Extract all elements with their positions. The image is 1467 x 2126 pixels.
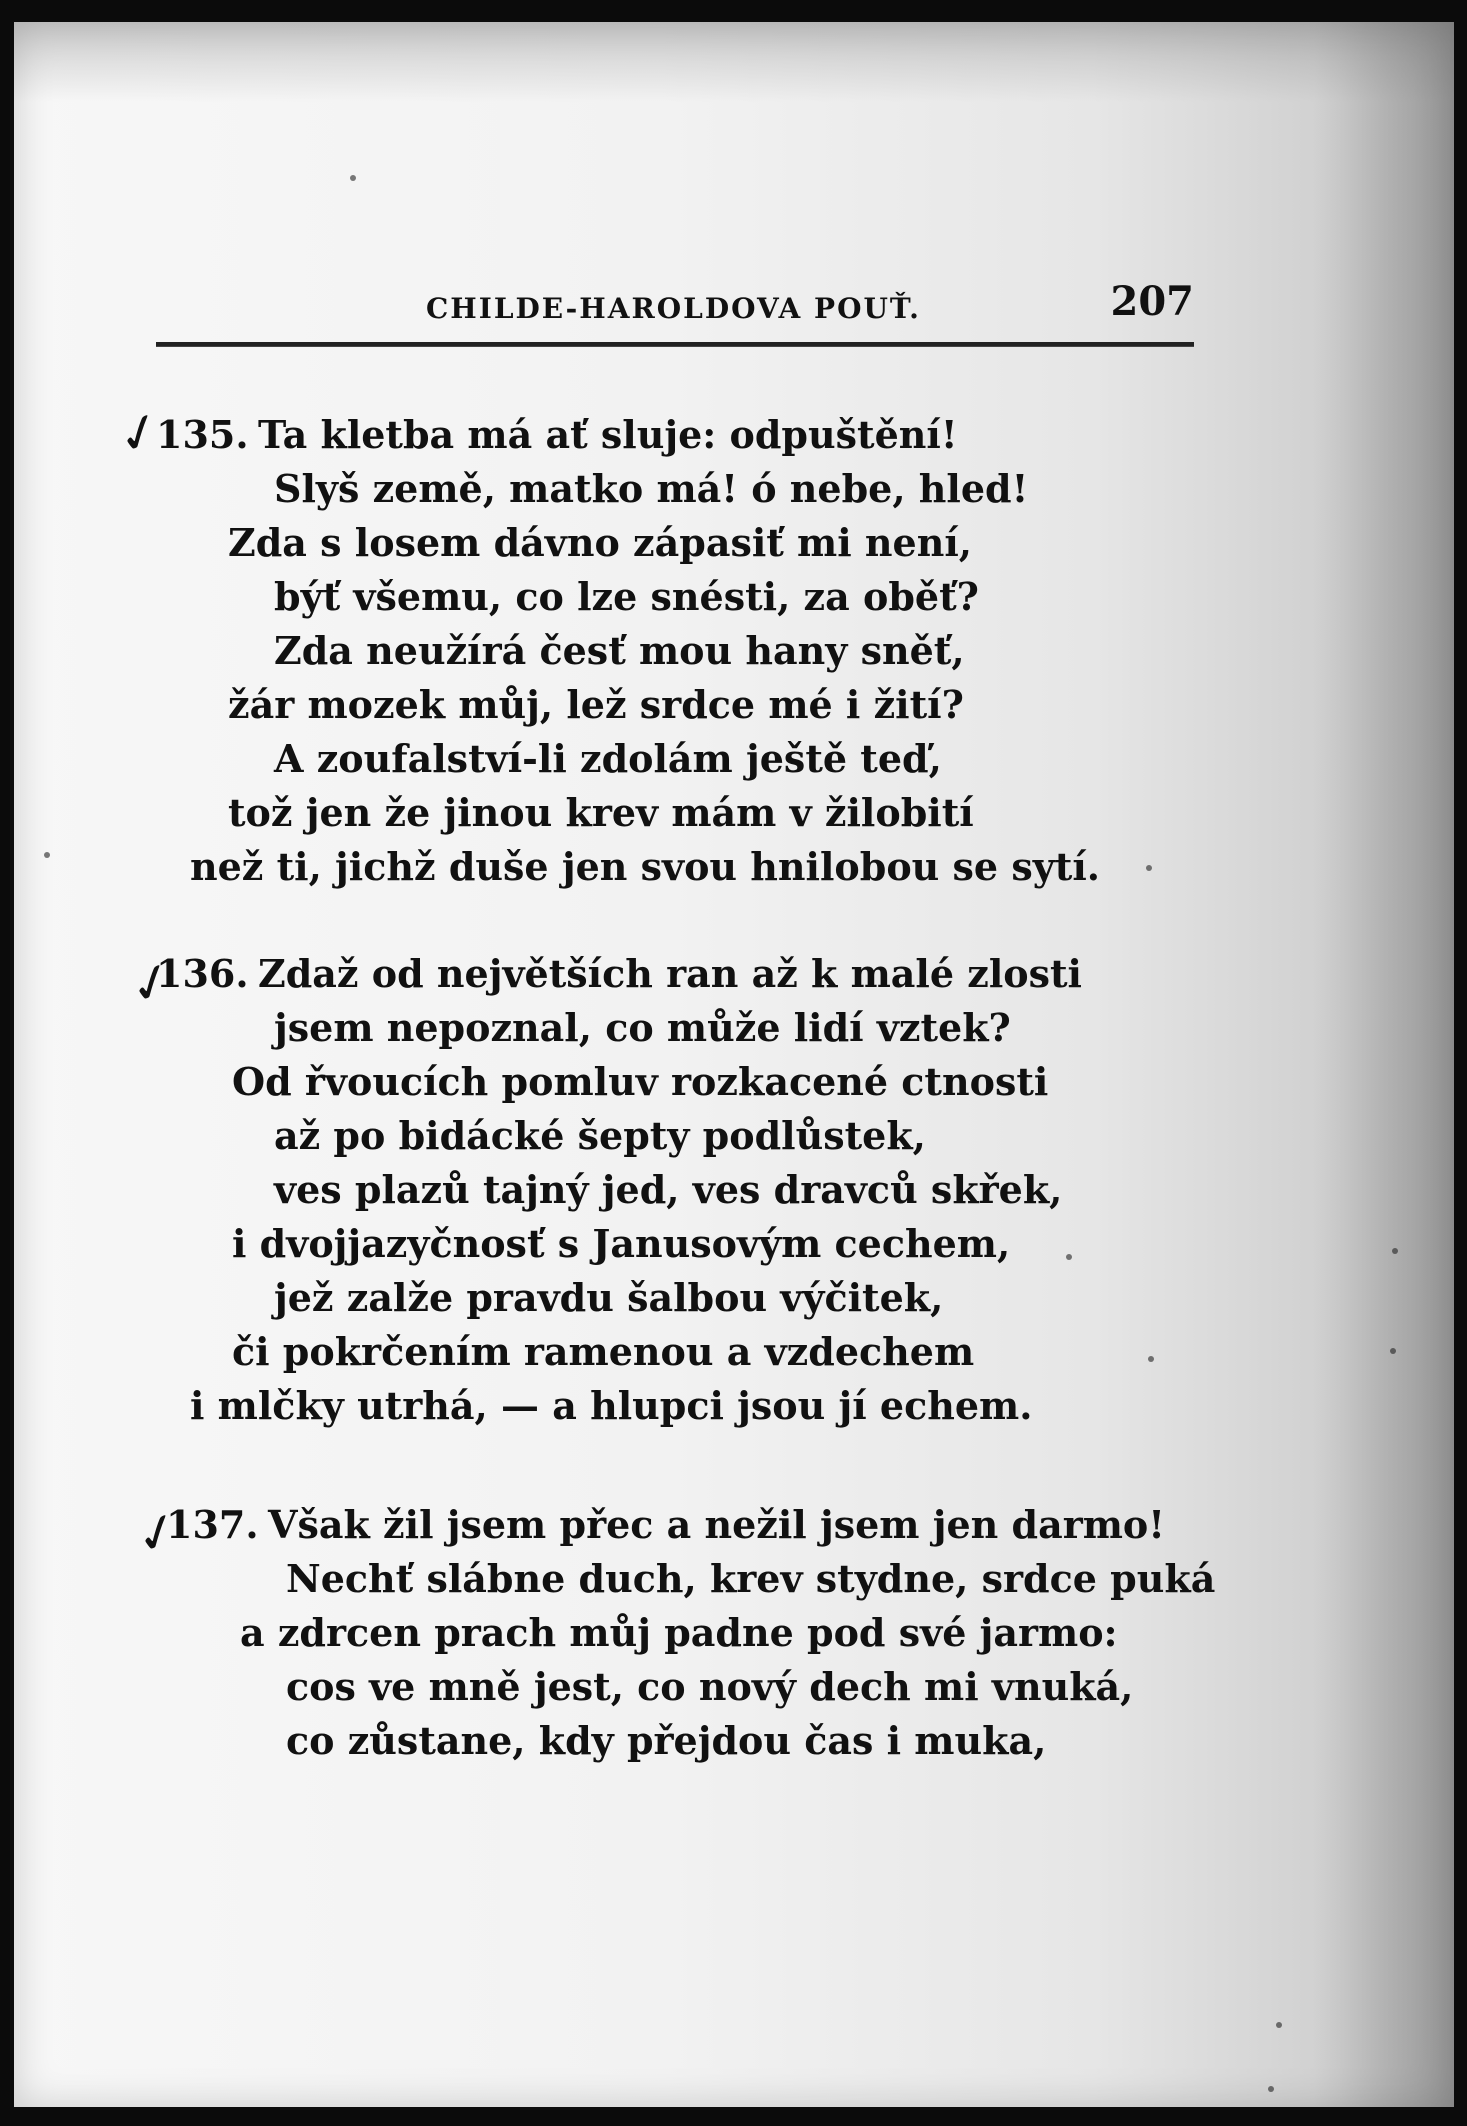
verse-line: a zdrcen prach můj padne pod své jarmo: <box>240 1610 1118 1655</box>
verse-line: A zoufalství-li zdolám ještě teď, <box>274 736 942 781</box>
paper-speck <box>1268 2086 1274 2092</box>
pencil-check-mark: ✓ <box>121 948 182 1020</box>
paper-speck <box>1066 1254 1072 1260</box>
stanza-number: 135. <box>156 412 249 457</box>
verse-line: co zůstane, kdy přejdou čas i muka, <box>286 1718 1047 1763</box>
verse-line: Od řvoucích pomluv rozkacené ctnosti <box>232 1059 1049 1104</box>
verse-line: Zdaž od největších ran až k malé zlosti <box>258 951 1082 996</box>
verse-line: Ta kletba má ať sluje: odpuštění! <box>258 412 958 457</box>
verse-line: jež zalže pravdu šalbou výčitek, <box>274 1275 944 1320</box>
verse-line: ves plazů tajný jed, ves dravců skřek, <box>274 1167 1063 1212</box>
verse-line: Slyš země, matko má! ó nebe, hled! <box>274 466 1029 511</box>
verse-line: Zda s losem dávno zápasiť mi není, <box>228 520 973 565</box>
verse-line: i dvojjazyčnosť s Janusovým cechem, <box>232 1221 1011 1266</box>
verse-line: býť všemu, co lze snésti, za oběť? <box>274 574 979 619</box>
running-title: CHILDE-HAROLDOVA POUŤ. <box>426 292 921 325</box>
paper-speck <box>350 175 356 181</box>
page-number: 207 <box>1110 278 1194 325</box>
pencil-check-mark: ✓ <box>127 1498 188 1570</box>
paper-speck <box>1146 865 1152 871</box>
stanza-number: 136. <box>156 951 249 996</box>
pencil-check-mark: ✓ <box>109 398 170 470</box>
paper-speck <box>1390 1348 1396 1354</box>
verse-line: než ti, jichž duše jen svou hnilobou se sytí. <box>190 844 1101 889</box>
verse-line: Nechť slábne duch, krev stydne, srdce puká <box>286 1556 1216 1601</box>
paper-speck <box>1392 1248 1398 1254</box>
verse-line: Zda neužírá česť mou hany sněť, <box>274 628 965 673</box>
verse-line: cos ve mně jest, co nový dech mi vnuká, <box>286 1664 1134 1709</box>
verse-line: tož jen že jinou krev mám v žilobití <box>228 790 974 835</box>
paper-speck <box>1148 1356 1154 1362</box>
paper-speck <box>1276 2022 1282 2028</box>
verse-line: až po bidácké šepty podlůstek, <box>274 1113 926 1158</box>
verse-line: či pokrčením ramenou a vzdechem <box>232 1329 975 1374</box>
stanza-number: 137. <box>166 1502 259 1547</box>
paper-speck <box>44 852 50 858</box>
verse-line: jsem nepoznal, co může lidí vztek? <box>274 1005 1011 1050</box>
verse-line: žár mozek můj, lež srdce mé i žití? <box>228 682 964 727</box>
verse-line: Však žil jsem přec a nežil jsem jen darmo! <box>268 1502 1165 1547</box>
verse-line: i mlčky utrhá, — a hlupci jsou jí echem. <box>190 1383 1033 1428</box>
